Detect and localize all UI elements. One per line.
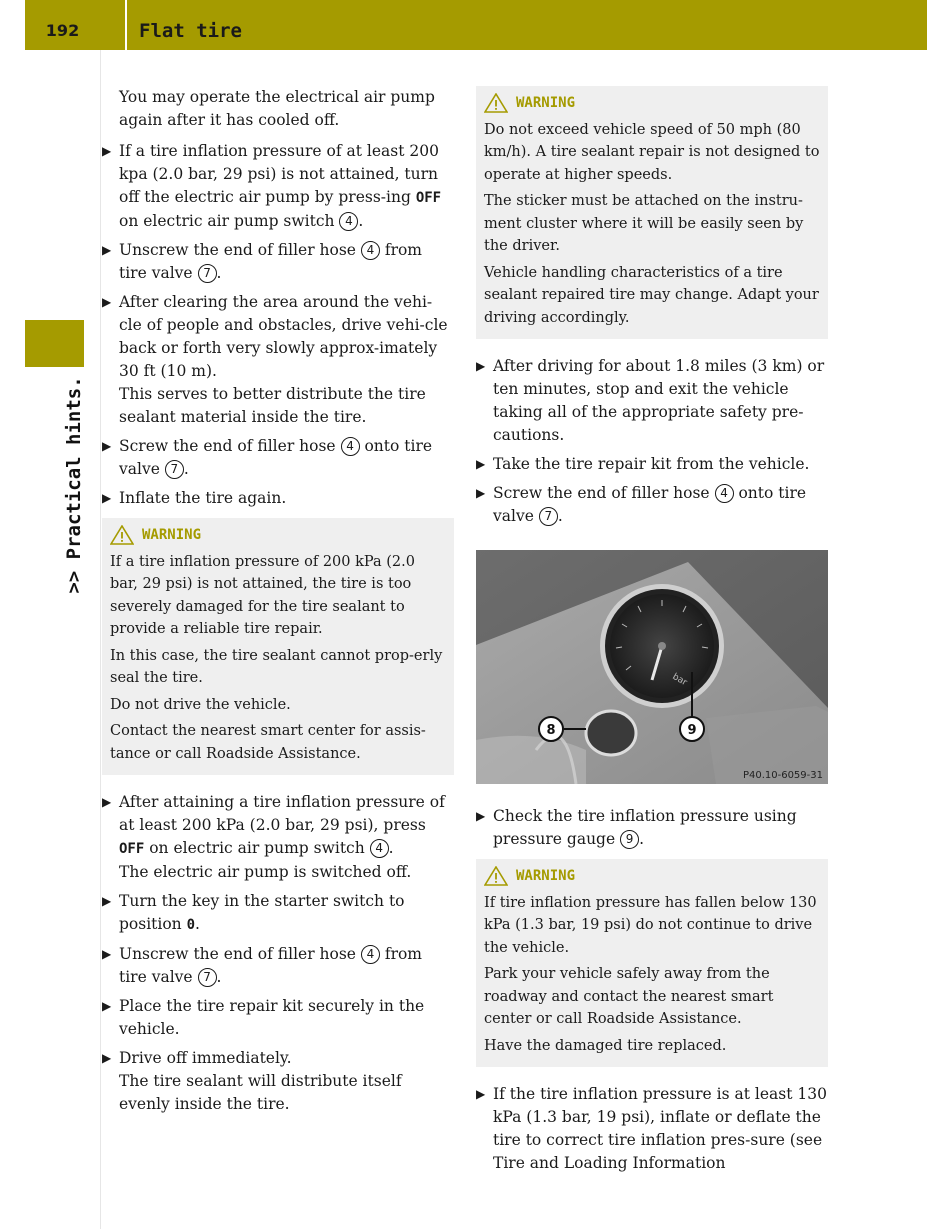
warning-text: Do not drive the vehicle. bbox=[110, 696, 291, 713]
step-arrow-icon: ▶ bbox=[102, 947, 112, 961]
off-key-label: OFF bbox=[415, 190, 442, 206]
step bbox=[102, 995, 454, 1041]
step-arrow-icon: ▶ bbox=[102, 795, 112, 809]
step-arrow-icon: ▶ bbox=[476, 359, 486, 373]
section-title: Flat tire bbox=[139, 20, 242, 42]
callout-9: 9 bbox=[687, 723, 697, 738]
warning-triangle-icon bbox=[484, 93, 508, 113]
step bbox=[102, 291, 454, 429]
step-arrow-icon: ▶ bbox=[476, 457, 486, 471]
pressure-gauge-figure bbox=[476, 550, 828, 784]
page-header bbox=[25, 0, 927, 50]
step-text: from tire valve bbox=[119, 945, 423, 986]
step-arrow-icon: ▶ bbox=[102, 894, 112, 908]
warning-title: WARNING bbox=[142, 527, 202, 543]
right-column bbox=[476, 86, 828, 1181]
step-arrow-icon: ▶ bbox=[476, 486, 486, 500]
paragraph: You may operate the electrical air pump again after it has cooled off. bbox=[119, 88, 435, 129]
step bbox=[102, 435, 454, 481]
step-text: Screw the end of filler hose bbox=[493, 484, 715, 502]
step-arrow-icon: ▶ bbox=[102, 295, 112, 309]
step-text: If the tire inflation pressure is at least 130 kPa (1.3 bar, 19 psi), inflate or deflate the tire to correct tire inflation pres-sure (see Tire and Loading Information bbox=[493, 1085, 827, 1172]
step-text: Inflate the tire again. bbox=[119, 489, 287, 507]
step-text: Turn the key in the starter switch to position bbox=[119, 892, 405, 933]
step-text: Take the tire repair kit from the vehicle. bbox=[493, 455, 810, 473]
callout-number: 4 bbox=[361, 241, 380, 260]
step-arrow-icon: ▶ bbox=[476, 809, 486, 823]
callout-8: 8 bbox=[546, 723, 556, 738]
callout-number: 4 bbox=[715, 484, 734, 503]
callout-number: 7 bbox=[165, 460, 184, 479]
step bbox=[102, 140, 454, 233]
warning-box bbox=[476, 859, 828, 1067]
step bbox=[102, 943, 454, 989]
step bbox=[102, 1047, 454, 1116]
header-divider bbox=[125, 0, 127, 50]
step-arrow-icon: ▶ bbox=[102, 243, 112, 257]
page-number: 192 bbox=[45, 21, 80, 40]
step-arrow-icon: ▶ bbox=[102, 491, 112, 505]
step-text: Drive off immediately. bbox=[119, 1049, 292, 1067]
warning-text: Have the damaged tire replaced. bbox=[484, 1037, 727, 1054]
callout-number: 7 bbox=[539, 507, 558, 526]
warning-box bbox=[102, 518, 454, 775]
warning-text: Do not exceed vehicle speed of 50 mph (80 km/h). A tire sealant repair is not designed to operate at higher speeds. bbox=[484, 121, 820, 183]
step-text: Place the tire repair kit securely in the vehicle. bbox=[119, 997, 425, 1038]
step-text: . bbox=[183, 460, 189, 478]
step-arrow-icon: ▶ bbox=[102, 439, 112, 453]
left-column bbox=[102, 86, 454, 1122]
step-text: Unscrew the end of filler hose bbox=[119, 241, 361, 259]
warning-title: WARNING bbox=[516, 95, 576, 111]
callout-number: 9 bbox=[620, 830, 639, 849]
warning-header bbox=[484, 92, 820, 115]
warning-header bbox=[110, 524, 446, 547]
callout-number: 4 bbox=[370, 839, 389, 858]
step-text: onto tire valve bbox=[119, 437, 433, 478]
step-text: . bbox=[216, 264, 222, 282]
step-text: Unscrew the end of filler hose bbox=[119, 945, 361, 963]
warning-header bbox=[484, 865, 820, 888]
gauge-unit-label: bar bbox=[670, 671, 689, 689]
step bbox=[476, 1083, 828, 1175]
step-arrow-icon: ▶ bbox=[476, 1087, 486, 1101]
warning-text: Park your vehicle safely away from the roadway and contact the nearest smart center or call Roadside Assistance. bbox=[484, 966, 774, 1027]
step-text: . bbox=[388, 839, 394, 857]
warning-text: If tire inflation pressure has fallen below 130 kPa (1.3 bar, 19 psi) do not continue to drive the vehicle. bbox=[484, 894, 817, 956]
step-text: If a tire inflation pressure of at least 200 kpa (2.0 bar, 29 psi) is not attained, turn off the electric air pump by press-ing bbox=[119, 142, 439, 206]
step-text: After clearing the area around the vehi-cle of people and obstacles, drive vehi-cle back or forth very slowly approx-imately 30 ft (10 m). bbox=[119, 293, 448, 380]
step-note: The electric air pump is switched off. bbox=[119, 863, 412, 881]
warning-text: The sticker must be attached on the instru-ment cluster where it will be easily seen by the driver. bbox=[484, 193, 804, 254]
warning-triangle-icon bbox=[110, 525, 134, 545]
step bbox=[476, 355, 828, 447]
step bbox=[476, 453, 828, 476]
warning-title: WARNING bbox=[516, 868, 576, 884]
step bbox=[476, 805, 828, 851]
callout-number: 7 bbox=[198, 264, 217, 283]
figure-code: P40.10-6059-31 bbox=[742, 770, 823, 781]
callout-number: 4 bbox=[361, 945, 380, 964]
callout-number: 7 bbox=[198, 968, 217, 987]
step-arrow-icon: ▶ bbox=[102, 999, 112, 1013]
sidebar-tab bbox=[25, 320, 84, 367]
step-text: . bbox=[557, 507, 563, 525]
step-text: onto tire valve bbox=[493, 484, 807, 525]
callout-number: 4 bbox=[339, 212, 358, 231]
step-text: on electric air pump switch bbox=[119, 212, 340, 230]
step bbox=[476, 482, 828, 528]
sidebar-label: >> Practical hints. bbox=[63, 376, 85, 594]
step-text: After driving for about 1.8 miles (3 km) or ten minutes, stop and exit the vehicle taking all of the appropriate safety pre-cautions. bbox=[493, 357, 825, 444]
key-position-label: 0 bbox=[186, 917, 196, 933]
step-note: This serves to better distribute the tire sealant material inside the tire. bbox=[119, 385, 426, 426]
warning-box bbox=[476, 86, 828, 339]
step-arrow-icon: ▶ bbox=[102, 1051, 112, 1065]
step bbox=[102, 791, 454, 884]
warning-text: Contact the nearest smart center for assis-tance or call Roadside Assistance. bbox=[110, 723, 426, 762]
warning-text: Vehicle handling characteristics of a tire sealant repaired tire may change. Adapt your driving accordingly. bbox=[484, 264, 819, 326]
warning-text: In this case, the tire sealant cannot prop-erly seal the tire. bbox=[110, 647, 443, 686]
step-text: Screw the end of filler hose bbox=[119, 437, 341, 455]
off-key-label: OFF bbox=[119, 841, 145, 857]
warning-triangle-icon bbox=[484, 866, 508, 886]
warning-text: If a tire inflation pressure of 200 kPa (2.0 bar, 29 psi) is not attained, the tire is too severely damaged for the tire sealant to provide a reliable tire repair. bbox=[110, 553, 415, 637]
step-arrow-icon: ▶ bbox=[102, 144, 112, 158]
step-text: Check the tire inflation pressure using pressure gauge bbox=[493, 807, 797, 848]
step bbox=[102, 487, 454, 510]
step-text: After attaining a tire inflation pressure of at least 200 kPa (2.0 bar, 29 psi), press bbox=[119, 793, 445, 834]
step bbox=[102, 890, 454, 937]
step bbox=[102, 239, 454, 285]
callout-number: 4 bbox=[341, 437, 360, 456]
step-text: from tire valve bbox=[119, 241, 423, 282]
step-text: . bbox=[639, 830, 645, 848]
step-text: . bbox=[358, 212, 364, 230]
step-text: . bbox=[216, 968, 222, 986]
step-text: . bbox=[195, 915, 200, 933]
step-text: on electric air pump switch bbox=[144, 839, 370, 857]
step-note: The tire sealant will distribute itself evenly inside the tire. bbox=[119, 1072, 402, 1113]
